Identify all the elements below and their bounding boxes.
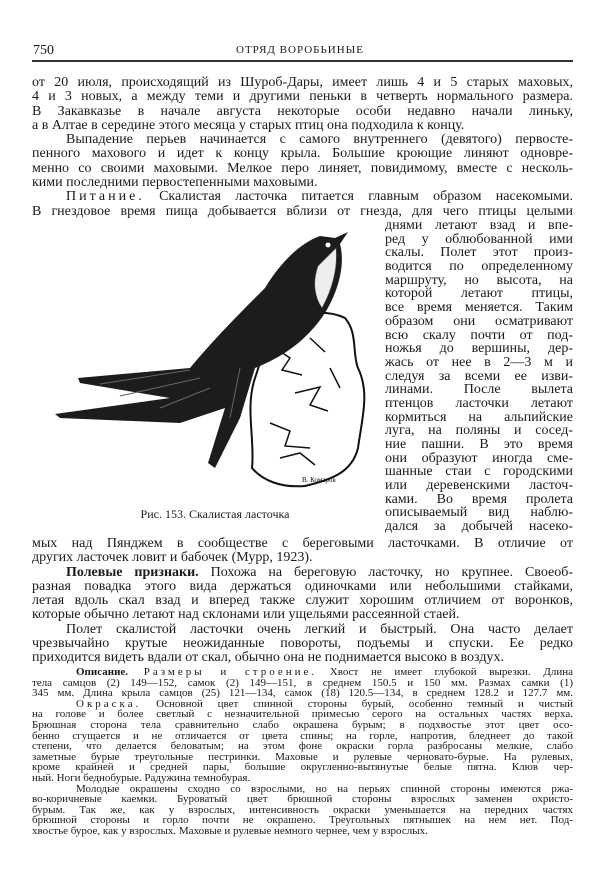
text-line [385,493,573,507]
text-line [385,287,573,301]
line-text: чрезвычайно крутые неожиданные повороты, подъемы и спуски. Ее редко [32,636,573,652]
text-line [385,246,573,260]
artist-signature: В. Комаров [302,476,336,484]
text-block-description [32,667,573,837]
line-text: Полет скалистой ласточки очень легкий и быстрый. Она часто делает [66,621,573,637]
text-line [32,190,573,204]
text-line [385,342,573,356]
spaced-subheading: Питание. [66,189,145,205]
text-line [32,551,573,565]
line-text: Молодые окрашены сходно со взрослыми, но на перьях спинной стороны имеются ржа- [76,782,573,795]
text-line [32,90,573,104]
text-line [32,566,573,580]
line-text: от 20 июля, происходящий из Шуроб-Дары, имеет лишь 4 и 5 старых маховых, [32,75,573,90]
line-text: линами. После вылета [385,382,573,398]
line-text: водится по определенному [385,259,573,275]
line-text: Похожа на береговую ласточку, но крупнее. Своеоб- [198,564,573,580]
line-text: мых над Пянджем в сообществе с береговыми ласточками. В отличие от [32,536,573,551]
text-line [32,162,573,176]
bird-eye [326,243,331,248]
line-text: других ласточек ловит и бабочек (Мурр, 1923). [32,550,313,566]
line-text: птенцов ласточки летают [385,395,573,411]
line-text: кими последними первостепенными маховыми. [32,175,318,191]
line-text: Хвост не имеет глубокой вырезки. Длина [317,666,573,678]
line-text: всю скалу почти от под- [385,327,573,343]
line-text: которой летают птицы, [385,286,573,302]
running-title: ОТРЯД ВОРОБЬИНЫЕ [236,44,364,56]
line-text: бенно сгущается и не отличается от цвета спины; на горле, напротив, бледнеет до такой [32,729,573,742]
text-line [385,274,573,288]
text-line [32,119,573,133]
line-text: ние пашни. В это время [385,437,573,452]
spaced-subheading: Окраска. [76,697,142,710]
line-text: которые обычно летают над склонами или ущельями рассеянной стаей. [32,607,460,623]
text-line [385,506,573,520]
text-line [385,424,573,438]
spaced-subheading: Размеры и строение. [128,666,318,678]
line-text: скалы. Полет этот произ- [385,245,573,261]
text-line [385,397,573,411]
line-text: брюшной стороны и горло почти не окрашено. Треугольных пятнышек на нем нет. Под- [32,814,573,827]
line-text: кроме крайней и средней пары, большие округленно-вытянутые белые пятна. Клюв чер- [32,761,573,774]
text-block-molt-and-feeding [32,76,573,219]
line-text: ред у облюбованной ими [385,231,573,247]
line-text: Брюшная сторона тела сравнительно слабо окрашена бурым; в подхвостье этот цвет осо- [32,718,573,731]
line-text: образом они осматривают [385,313,573,329]
figure-caption: Рис. 153. Скалистая ласточка [140,507,290,521]
line-text: тела самцов (2) 149—152, самок (2) 149—151, в среднем 150.5 и 150 мм. Размах самки (1) [32,676,573,689]
text-line [385,219,573,233]
text-line [32,826,573,837]
line-text: днями летают взад и впе- [385,218,573,233]
line-text: маршруту, но высота, на [385,272,573,288]
text-line [32,608,573,622]
line-text: шанные стаи с городскими [385,464,573,480]
text-line [385,465,573,479]
line-text: 4 и 3 новых, а между теми и другими пеньки в четверть нормального размера. [32,89,573,105]
line-text: ками. Во время пролета [385,491,573,507]
line-text: а в Алтае в середине этого месяца у старых птиц она подходила к концу. [32,117,465,133]
line-text: или деревенскими ласточ- [385,478,573,494]
line-text: Выпадение перьев начинается с самого внутреннего (девятого) первосте- [66,132,573,148]
text-line [385,411,573,425]
text-line [385,329,573,343]
line-text: 345 мм. Длина крыла самцов (25) 121—134, самок (18) 120.5—134, в среднем 128.2 и 127.7 мм. [32,687,573,700]
text-line [385,315,573,329]
line-text: В Закавказье в начале августа некоторые особи недавно начали линьку, [32,103,573,119]
text-line [385,356,573,370]
line-text: следуя за всеми ее изви- [385,368,573,384]
text-line [385,301,573,315]
line-text: степени, что делается беловатым; на этом фоне окраски горла разбросаны мелкие, слабо [32,740,573,753]
text-line [32,651,573,665]
text-line [32,105,573,119]
text-line [385,520,573,534]
section-heading: Полевые признаки. [66,564,199,580]
line-text: на голове и более светлый с незначительной примесью серого на остальных частях верха. [32,708,573,721]
line-text: они образуют иногда сме- [385,450,573,466]
line-text: во-коричневые каемки. Буроватый цвет брюшной стороны взрослых заменен охристо- [32,793,573,806]
text-line [32,205,573,219]
header-rule [32,60,573,62]
text-line [385,479,573,493]
text-line [32,537,573,551]
text-line [32,594,573,608]
line-text: дался за добычей насеко- [385,519,573,535]
text-line [32,176,573,190]
text-column-beside-figure [385,219,573,534]
text-line [32,623,573,637]
text-line [32,580,573,594]
crag-martin-illustration [40,218,385,498]
line-text: луга, на поляны и сосед- [385,423,573,439]
line-text: описываемый вид наблю- [385,505,573,521]
line-text: пенного махового и идет к концу крыла. Большие кроющие линяют одновре- [32,146,573,162]
line-text: Скалистая ласточка питается главным образом насекомыми. [144,189,573,205]
line-text: кормиться на альпийские [385,409,573,425]
text-line [385,260,573,274]
text-line [32,147,573,161]
line-text: жась от нее в 2—3 м и [385,354,573,370]
line-text: ный. Ноги беднобурые. Радужина темнобурая. [32,771,251,784]
line-text: ножья до вершины, дер- [385,341,573,357]
line-text: заметные бурые треугольные пестринки. Маховые и рулевые черновато-бурые. На рулевых, [32,750,573,763]
line-text: менно со своими маховыми. Мелкое перо линяет, повидимому, вместе с несколь- [32,160,573,176]
text-line [385,438,573,452]
section-heading: Описание. [76,666,129,678]
page-number: 750 [33,43,54,58]
text-line [32,133,573,147]
line-text: все время меняется. Таким [385,300,573,316]
line-text: В гнездовое время пища добывается вблизи от гнезда, для чего птицы целыми [32,203,573,219]
text-line [32,76,573,90]
text-block-field-marks [32,537,573,666]
text-line [385,233,573,247]
line-text: хвостье бурое, как у взрослых. Маховые и рулевые немного чернее, чем у взрослых. [32,824,428,837]
text-line [32,637,573,651]
text-line [385,452,573,466]
line-text: Основной цвет спинной стороны бурый, особенно темный и чистый [141,697,573,710]
line-text: разная повадка этого вида держаться одиночками или небольшими стайками, [32,578,573,594]
line-text: бурым. Так же, как у взрослых, интенсивность окраски уменьшается на передних частях [32,803,573,816]
text-line [385,370,573,384]
text-line [385,383,573,397]
line-text: приходится видеть вдали от скал, обычно она не поднимается высоко в воздух. [32,650,504,666]
line-text: летая вдоль скал взад и вперед также служит хорошим отличием от воронков, [32,593,573,609]
